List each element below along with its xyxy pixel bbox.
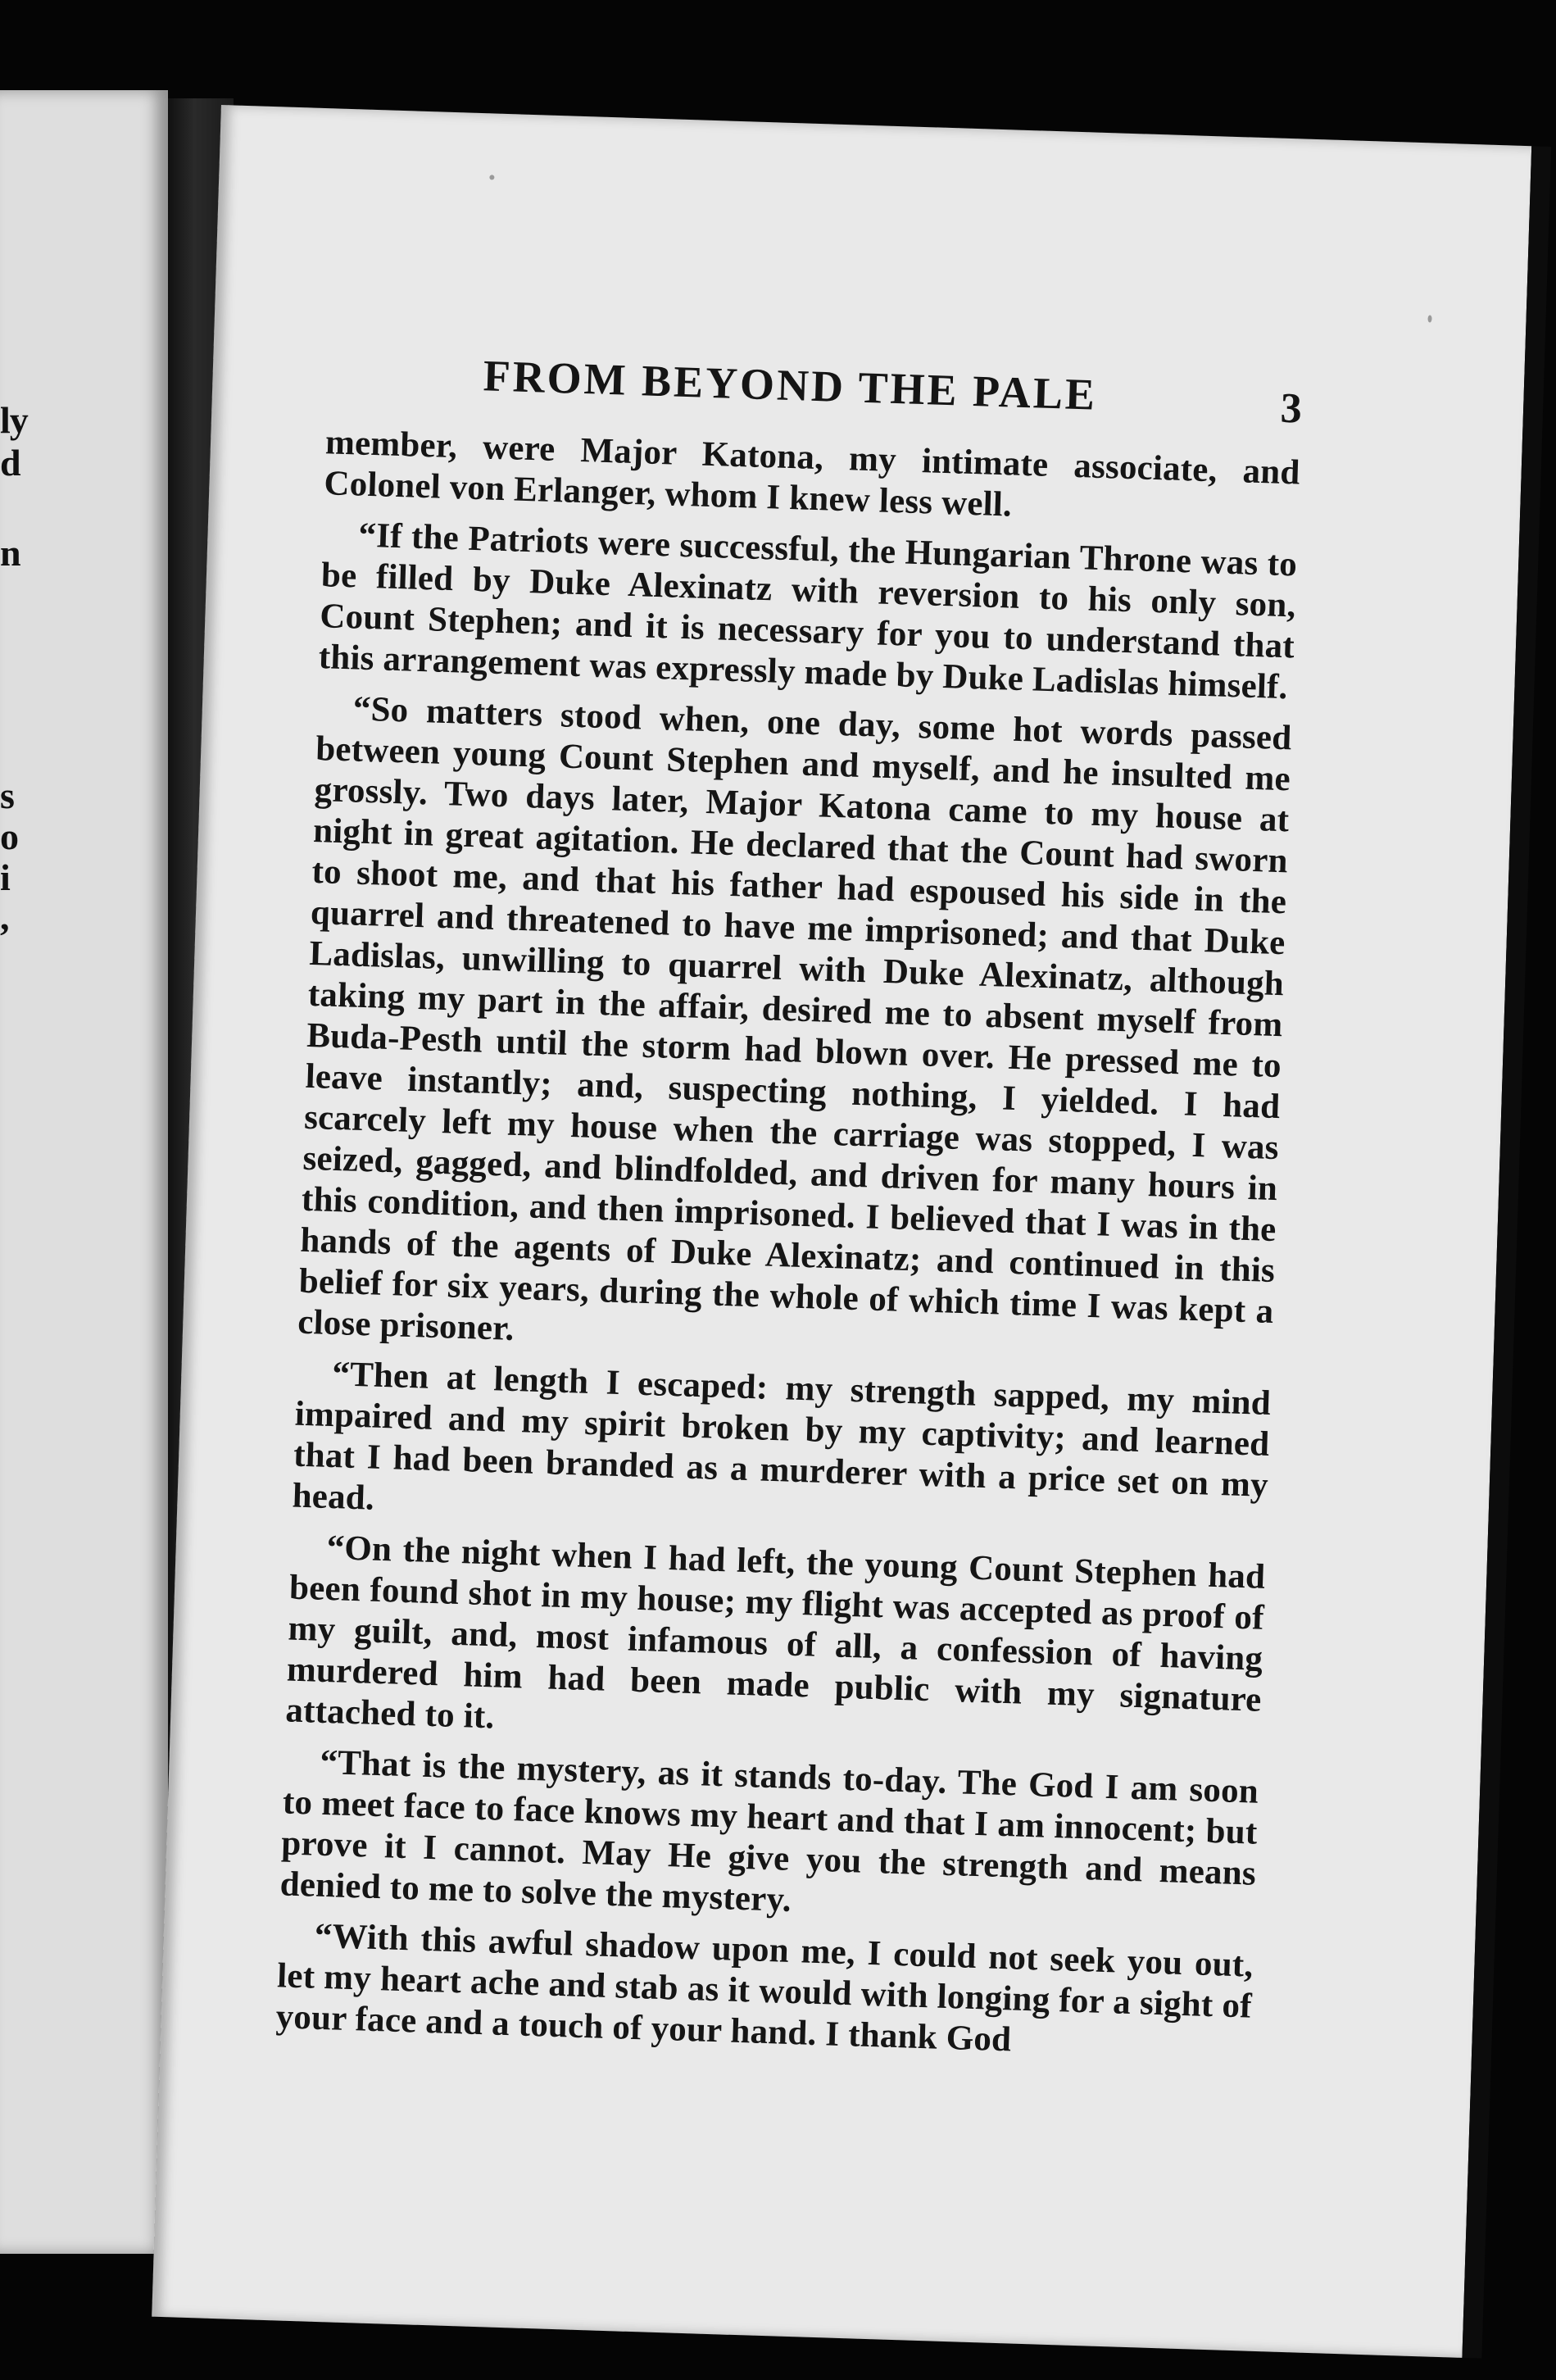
paragraph: “On the night when I had left, the young Count Stephen had been found shot in my house; my flight was accepted as proof of my guilt, and, most infamous of all, a confession of having murdered him had been made public with my signature attached to it. — [284, 1528, 1266, 1737]
paragraph: “That is the mystery, as it stands to-day. The God I am soon to meet face to face knows my heart and that I am innocent; but prove it I cannot. May He give you the strength and means denied to me to solve the mystery. — [279, 1742, 1259, 1919]
paragraph: member, were Major Katona, my intimate associate, and Colonel von Erlanger, whom I knew less well. — [323, 423, 1301, 525]
left-page-fragment: n — [0, 532, 20, 574]
left-page-fragment: ly — [0, 399, 28, 441]
paragraph: “Then at length I escaped: my strength sapped, my mind impaired and my spirit broken by my captivity; and learned that I had been branded as a murderer with a price set on my head. — [291, 1355, 1272, 1518]
left-page-fragment: , — [0, 896, 9, 938]
left-page-fragment: s — [0, 774, 14, 816]
paragraph: “So matters stood when, one day, some hot words passed between young Count Stephen and myself, and he insulted me grossly. Two days later, Major Katona came to my house at night in great agitation. He declared that the Count had sworn to shoot me, and that his father had espoused his side in the quarrel and threatened to have me imprisoned; and that Duke Ladislas, unwilling to quarrel with Duke Alexinatz, although taking my part in the affair, desired me to absent myself from Buda-Pesth until the storm had blown over. He pressed me to leave instantly; and, suspecting nothing, I yielded. I had scarcely left my house when the carriage was stopped, I was seized, gagged, and blindfolded, and driven for many hours in this condition, and then imprisoned. I believed that I was in the hands of the agents of Duke Alexinatz; and continued in this belief for six years, during the whole of which time I was kept a close prisoner. — [297, 689, 1293, 1348]
paragraph: “With this awful shadow upon me, I could not seek you out, let my heart ache and stab as it would with longing for a sight of your face and a touch of your hand. I thank God — [275, 1916, 1254, 2060]
running-title: FROM BEYOND THE PALE — [482, 351, 1098, 420]
left-page-fragment: i — [0, 856, 10, 898]
left-page-edge — [0, 90, 168, 2254]
page-edge-shadow — [1462, 146, 1551, 2358]
book-page — [152, 105, 1531, 2358]
paper-speck — [489, 175, 494, 179]
page-text — [275, 350, 1303, 2078]
page-number: 3 — [1279, 384, 1303, 433]
left-page-fragment: d — [0, 442, 20, 484]
paper-speck — [1427, 315, 1431, 322]
page-header — [326, 350, 1303, 438]
left-page-fragment: o — [0, 815, 18, 857]
paragraph: “If the Patriots were successful, the Hungarian Throne was to be filled by Duke Alexinatz with reversion to his only son, Count Stephen; and it is necessary for you to understand that this arrangement was expressly made by Duke Ladislas himself. — [318, 516, 1298, 707]
